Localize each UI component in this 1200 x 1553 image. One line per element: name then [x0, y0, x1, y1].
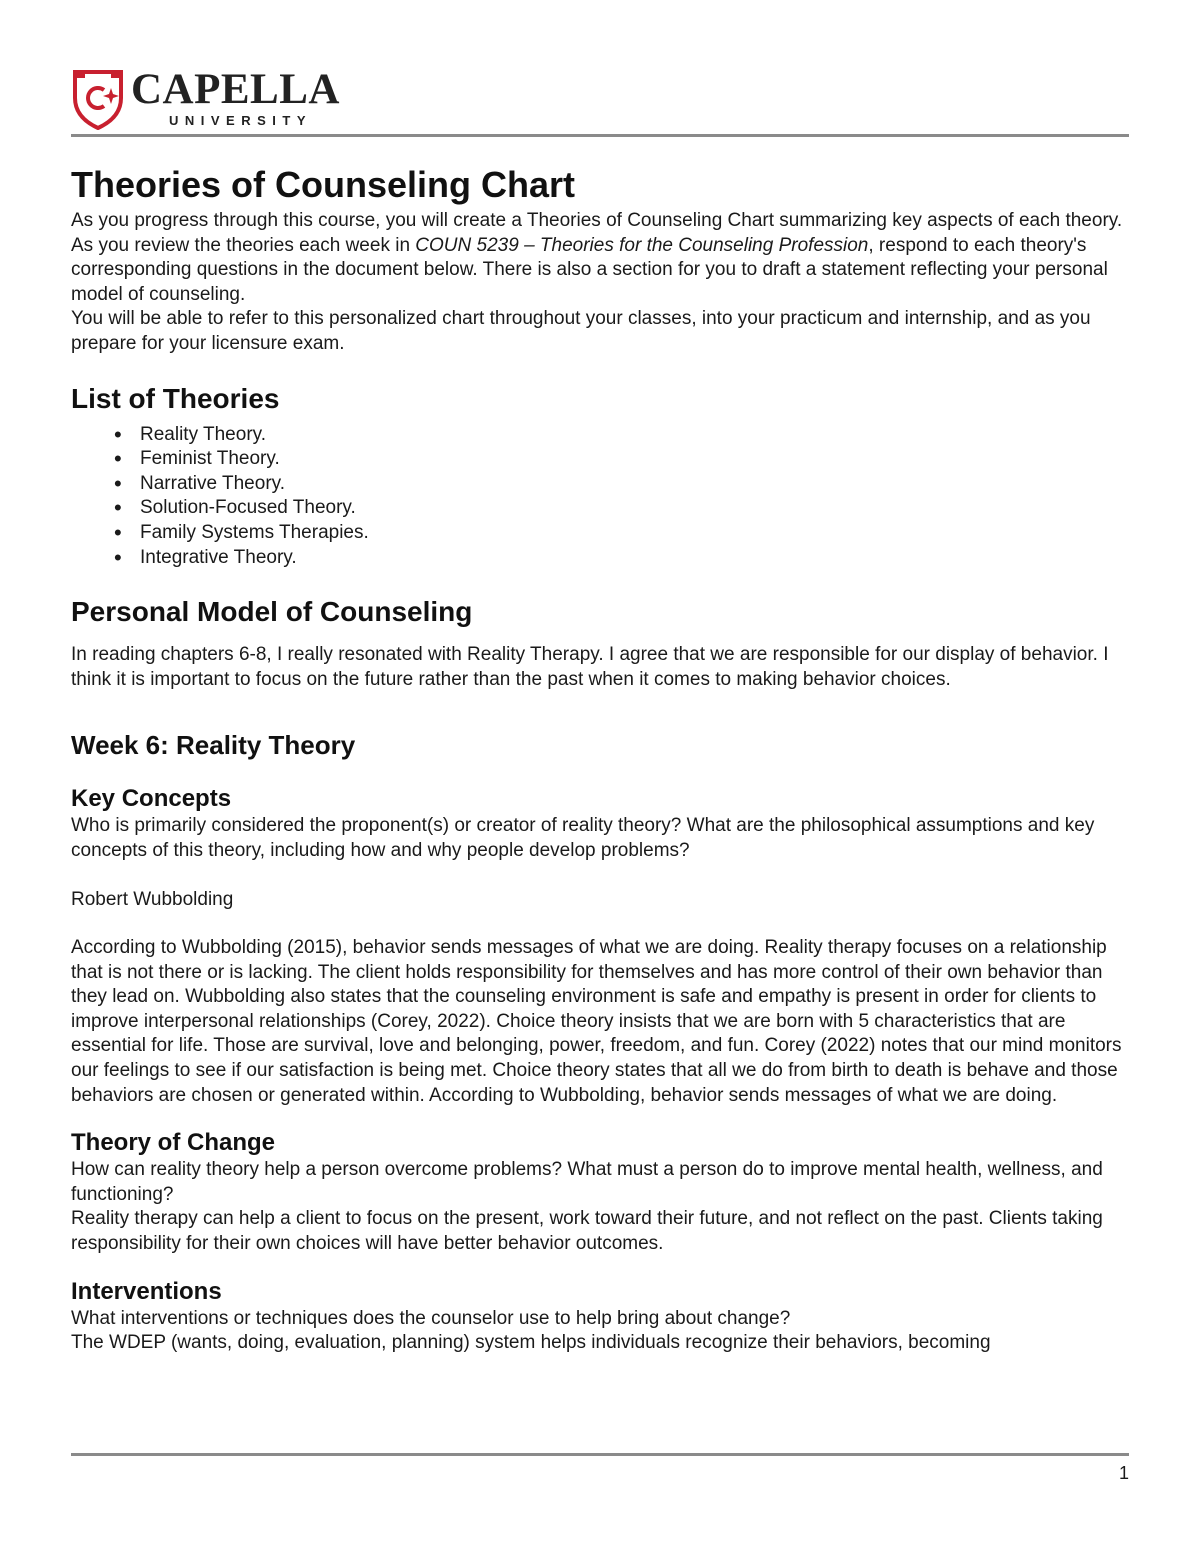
- theory-list: [71, 423, 1129, 571]
- footer-divider: [71, 1453, 1129, 1456]
- key-concepts-proponent: Robert Wubbolding: [71, 888, 234, 910]
- document-body: [71, 163, 1129, 1356]
- list-heading: List of Theories: [71, 382, 280, 414]
- key-concepts-heading: Key Concepts: [71, 785, 232, 813]
- personal-model-heading: Personal Model of Counseling: [71, 596, 473, 628]
- logo-wordmark: CAPELLA: [131, 66, 340, 113]
- key-concepts-question: Who is primarily considered the proponent(s) or creator of reality theory? What are the philosophical assumptions and key concepts of this theory, including how and why people develop problems?: [71, 815, 1095, 861]
- intro-paragraph-2: You will be able to refer to this personalized chart throughout your classes, into your practicum and internship, and as you prepare for your licensure exam.: [71, 308, 1091, 354]
- intro-text-1: As you progress through this course, you will create a Theories of Counseling Chart summarizing key aspects of each theory. As you review the theories each week in: [71, 210, 1123, 256]
- intro-text-2: , respond to each theory's corresponding questions in the document below. There is also a section for you to draft a statement reflecting your personal model of counseling.: [71, 234, 1108, 305]
- page-number: 1: [1119, 1463, 1130, 1483]
- theory-of-change-heading: Theory of Change: [71, 1129, 276, 1157]
- shield-icon: [71, 68, 125, 130]
- interventions-heading: Interventions: [71, 1277, 222, 1305]
- list-item: • Narrative Theory.: [140, 472, 1129, 497]
- list-item: • Feminist Theory.: [140, 447, 1129, 472]
- theory-of-change-answer: Reality therapy can help a client to focus on the present, work toward their future, and not reflect on the past. Clients taking responsibility for their own choices will have better behavior outcomes.: [71, 1208, 1103, 1255]
- list-item: • Solution-Focused Theory.: [140, 496, 1129, 521]
- interventions-question: What interventions or techniques does the counselor use to help bring about change?: [71, 1307, 791, 1329]
- theory-of-change-question: How can reality theory help a person overcome problems? What must a person do to improve mental health, wellness, and functioning?: [71, 1159, 1103, 1205]
- list-item: • Reality Theory.: [140, 423, 1129, 448]
- interventions-answer: The WDEP (wants, doing, evaluation, planning) system helps individuals recognize their behaviors, becoming: [71, 1332, 991, 1354]
- key-concepts-answer: According to Wubbolding (2015), behavior sends messages of what we are doing. Reality therapy focuses on a relationship that is not there or is lacking. The client holds responsibility for themselves and has more control of their own behavior than they lead on. Wubbolding also states that the counseling environment is safe and empathy is present in order for clients to improve interpersonal relationships (Corey, 2022). Choice theory insists that we are born with 5 characteristics that are essential for life. Those are survival, love and belonging, power, freedom, and fun. Corey (2022) notes that our mind monitors our feelings to see if our satisfaction is being met. Choice theory states that all we do from birth to death is behave and those behaviors are chosen or generated within. According to Wubbolding, behavior sends messages of what we are doing.: [71, 937, 1122, 1106]
- document-title: Theories of Counseling Chart: [71, 164, 576, 205]
- intro-paragraph: [71, 209, 1129, 307]
- list-item: • Integrative Theory.: [140, 546, 1129, 571]
- capella-logo: [71, 68, 371, 132]
- course-name: COUN 5239 – Theories for the Counseling Profession: [415, 234, 869, 256]
- personal-model-text: In reading chapters 6-8, I really resonated with Reality Therapy. I agree that we are responsible for our display of behavior. I think it is important to focus on the future rather than the past when it comes to making behavior choices.: [71, 644, 1109, 690]
- logo-subtitle: UNIVERSITY: [169, 113, 313, 128]
- week-heading: Week 6: Reality Theory: [71, 730, 356, 761]
- header-divider: [71, 134, 1129, 137]
- list-item: • Family Systems Therapies.: [140, 521, 1129, 546]
